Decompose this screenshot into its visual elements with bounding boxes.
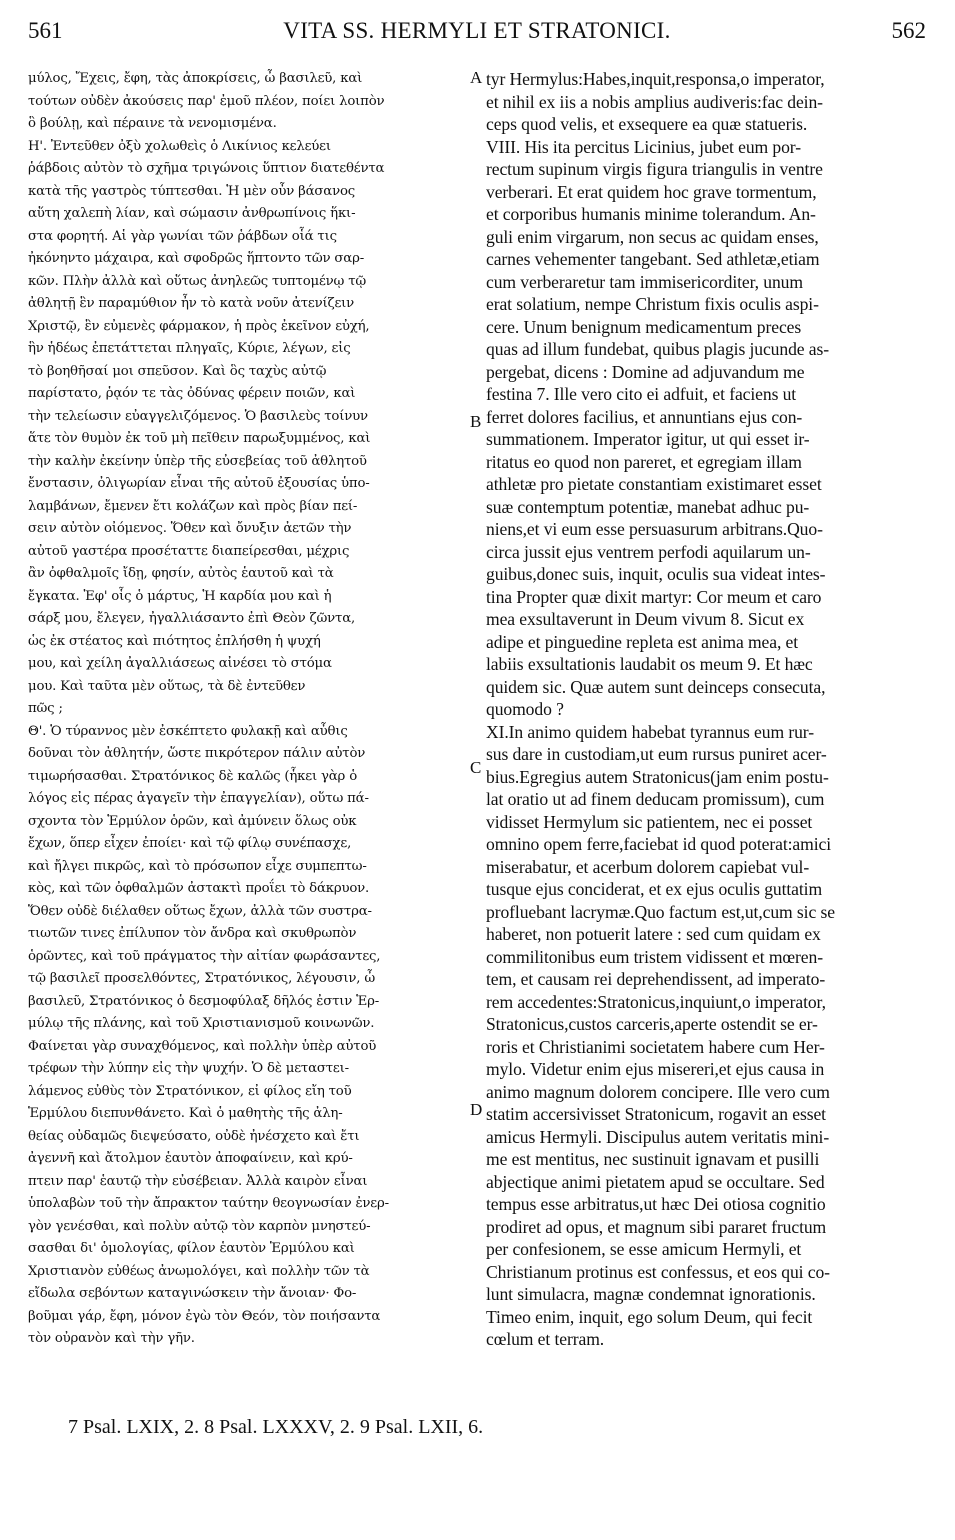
greek-text-line: ἣν ἡδέως ἐπετάττεται πληγαῖς, Κύριε, λέγων, εἰς xyxy=(28,341,351,356)
greek-text-line: ἀθλητῇ ἓν παραμύθιον ἦν τὸ κατὰ νοῦν ἀτενίζειν xyxy=(28,296,355,311)
greek-text-line: θείας οὐδαμῶς διεψεύσατο, οὐδὲ ἠνέσχετο καὶ ἔτι xyxy=(28,1128,360,1144)
latin-text-line: rem accedentes:Stratonicus,inquiunt,o imperator, xyxy=(486,991,826,1012)
page-number-right: 562 xyxy=(891,18,926,43)
latin-text-line: Timeo enim, inquit, ego solum Deum, qui fecit xyxy=(486,1306,813,1327)
latin-text-line: per confesionem, se esse amicum Hermyli, et xyxy=(486,1239,802,1259)
latin-text-line: carnes vehementer tangebant. Sed athletæ,etiam xyxy=(486,249,820,269)
latin-text-line: bius.Egregius autem Stratonicus(jam enim postu- xyxy=(486,766,829,787)
greek-text-line: αὕτη χαλεπὴ λίαν, καὶ σώμασιν ἀνθρωπίνοις ἥκι- xyxy=(28,206,356,221)
latin-text-line: suæ contemptum potentiæ, manebat adhuc pu- xyxy=(486,496,810,517)
greek-text-line: τιμωρήσασθαι. Στρατόνικος δὲ καλῶς (ἧκει γὰρ ὁ xyxy=(28,768,357,784)
latin-text-line: animo magnum dolorem concipere. Ille vero cum xyxy=(486,1081,830,1102)
latin-text-line: cere. Unum benignum medicamentum preces xyxy=(486,316,802,337)
latin-text-line: et corporibus humanis minime tolerandum. An- xyxy=(486,204,816,224)
greek-text-line: μύλος, Ἔχεις, ἔφη, τὰς ἀποκρίσεις, ὦ βασιλεῦ, καὶ xyxy=(28,71,363,86)
latin-text-line: guli enim virgarum, non secus ac quidam enses, xyxy=(486,226,819,247)
page-number-left: 561 xyxy=(28,18,63,43)
margin-letter-b: B xyxy=(470,412,482,431)
greek-text-line: ἀγεννῆ καὶ ἄτολμον ἑαυτὸν ἀποφαίνειν, καὶ κρύ- xyxy=(28,1151,353,1166)
latin-text-line: cum verberaretur tam immisericorditer, unum xyxy=(486,271,803,292)
greek-text-line: σειν αὐτὸν οἰόμενος. Ὅθεν καὶ ὄνυξιν ἀετῶν τὴν xyxy=(28,521,352,536)
latin-text-line: verberari. Et erat quidem hoc grave tormentum, xyxy=(486,181,817,202)
latin-text-line: sus dare in custodiam,ut eum rursus puniret acer- xyxy=(486,744,827,764)
latin-text-line: quidem sic. Quæ autem sunt deinceps consecuta, xyxy=(486,676,826,697)
greek-text-line: κῶν. Πλὴν ἀλλὰ καὶ οὕτως ἀνηλεῶς τυπτομένῳ τῷ xyxy=(28,273,367,289)
greek-text-line: τὴν καλὴν ἐκείνην ὑπὲρ τῆς εὐσεβείας τοῦ ἀθλητοῦ xyxy=(28,453,367,469)
greek-text-line: ἔχων, ὅπερ εἶχεν ἐποίει· καὶ τῷ φίλῳ συνέπασχε, xyxy=(28,836,352,851)
greek-text-line: τὸν οὐρανὸν καὶ τὴν γῆν. xyxy=(28,1331,195,1346)
latin-text-line: abjectique animi pietatem apud se occultare. Sed xyxy=(486,1171,825,1192)
greek-text-line: σχοντα τὸν Ἑρμύλον ὁρῶν, καὶ ἀμύνειν ὅλως οὐκ xyxy=(28,813,357,829)
latin-text-line: prodiret ad opus, et magnum sibi pararet fructum xyxy=(486,1216,827,1237)
latin-text-line: lat oratio ut ad finem deducam promissum), cum xyxy=(486,789,825,809)
latin-text-line: vidisset Hermylum sic patientem, nec ei posset xyxy=(486,811,813,832)
greek-text-line: ὃ βούλῃ, καὶ πέραινε τὰ νενομισμένα. xyxy=(28,116,277,131)
footnotes: 7 Psal. LXIX, 2. 8 Psal. LXXXV, 2. 9 Psal. LXII, 6. xyxy=(68,1416,484,1438)
latin-text-line: XI.In animo quidem habebat tyrannus eum rur- xyxy=(486,721,814,742)
greek-text-line: τὸ βοηθῆσαί μοι σπεῦσον. Καὶ ὃς ταχὺς αὐτῷ xyxy=(28,363,327,379)
greek-text-line: κατὰ τῆς γαστρὸς τύπτεσθαι. Ἡ μὲν οὖν βάσανος xyxy=(28,183,356,199)
latin-text-line: ceps quod velis, et exsequere ea quæ statueris. xyxy=(486,114,808,134)
greek-text-line: Η'. Ἐντεῦθεν ὀξὺ χολωθεὶς ὁ Λικίνιος κελεύει xyxy=(28,138,331,154)
latin-text-line: erat solatium, nempe Christum fixis oculis aspi- xyxy=(486,294,819,314)
latin-text-line: quomodo ? xyxy=(486,699,564,719)
greek-text-line: ἅτε τὸν θυμὸν ἐκ τοῦ μὴ πεῖθειν παρωξυμμένος, καὶ xyxy=(28,431,371,446)
latin-text-line: tempus esse arbitratus,ut hæc Dei otiosa cognitio xyxy=(486,1194,826,1214)
greek-text-line: στα φορητή. Αἱ γὰρ γωνίαι τῶν ῥάβδων οἷά τις xyxy=(28,228,337,244)
latin-text-line: Christianum protinus est confessus, et eos qui co- xyxy=(486,1261,830,1282)
latin-text-line: commilitonibus eum tristem vidissent et mœren- xyxy=(486,946,823,967)
greek-text-line: τούτων οὐδὲν ἀκούσεις παρ' ἐμοῦ πλέον, ποίει λοιπὸν xyxy=(28,93,385,109)
greek-column xyxy=(28,68,468,1351)
latin-text-line: ritatus eo quod non pareret, et egregiam illam xyxy=(486,451,802,472)
latin-text-line: tem, et causam rei deprehendissent, ad imperato- xyxy=(486,969,826,989)
margin-letter-c: C xyxy=(470,758,482,777)
latin-text-line: cœlum et terram. xyxy=(486,1329,605,1349)
greek-text-line: σασθαι δι' ὁμολογίας, φίλον ἑαυτὸν Ἑρμύλου καὶ xyxy=(28,1241,355,1256)
latin-text-line: omnino opem ferre,faciebat id quod poterat:amici xyxy=(486,834,831,854)
greek-text-line: ὡς ἐκ στέατος καὶ πιότητος ἐπλήσθη ἡ ψυχή xyxy=(28,633,321,649)
latin-text-line: pergebat, dicens : Domine ad adjuvandum me xyxy=(486,361,805,382)
greek-text-line: τιωτῶν τινες ἐπίλυπον τὸν ἄνδρα καὶ σκυθρωπὸν xyxy=(28,926,357,941)
latin-text-line: summationem. Imperator igitur, ut qui esset ir- xyxy=(486,429,810,449)
latin-text-line: quas ad illum fundebat, quibus plagis jucunde as- xyxy=(486,339,829,359)
greek-text-line: μου, καὶ χείλη ἀγαλλιάσεως αἰνέσει τὸ στόμα xyxy=(28,656,332,671)
greek-text-line: Θ'. Ὁ τύραννος μὲν ἐσκέπτετο φυλακῇ καὶ αὖθις xyxy=(28,723,348,739)
greek-text-line: ἔγκατα. Ἐφ' οἷς ὁ μάρτυς, Ἡ καρδία μου καὶ ἡ xyxy=(28,588,332,604)
margin-letter-d: D xyxy=(470,1100,483,1119)
latin-text-line: athletæ pro pietate constantiam existimaret esset xyxy=(486,474,822,494)
greek-text-line: τῷ βασιλεῖ προσελθόντες, Στρατόνικος, λέγουσιν, ὦ xyxy=(28,971,375,986)
latin-text-line: guibus,donec suis, inquit, oculis sua videat intes- xyxy=(486,564,826,584)
greek-text-line: εἴδωλα σεβόντων καταγινώσκειν τὴν ἄνοιαν· Φο- xyxy=(28,1286,357,1301)
greek-text-line: λόγος εἰς πέρας ἀγαγεῖν τὴν ἐπαγγελίαν), οὕτω πά- xyxy=(28,791,369,806)
latin-text-line: circa jussit ejus ventrem perfodi aquilarum un- xyxy=(486,541,811,562)
latin-text-line: mea exsultaverunt in Deum vivum 8. Sicut ex xyxy=(486,609,805,629)
greek-text-line: μου. Καὶ ταῦτα μὲν οὕτως, τὰ δὲ ἐντεῦθεν xyxy=(28,678,306,694)
latin-text-line: mylo. Videtur enim ejus misereri,et ejus causa in xyxy=(486,1059,825,1079)
greek-text-line: παρίστατο, ῥᾳόν τε τὰς ὀδύνας φέρειν ποιῶν, καὶ xyxy=(28,386,356,401)
greek-text-line: Ἑρμύλου διεπυνθάνετο. Καὶ ὁ μαθητὴς τῆς ἀλη- xyxy=(28,1106,343,1121)
latin-text-line: tusque ejus conciderat, et ex ejus oculis guttatim xyxy=(486,879,823,899)
latin-text-line: statim accersivisset Stratonicum, rogavit an esset xyxy=(486,1104,826,1124)
greek-text-line: Χριστιανὸν εὐθέως ἀνωμολόγει, καὶ πολλὴν τῶν τὰ xyxy=(28,1263,370,1279)
latin-text-line: niens,et vi eum esse persuasurum arbitrans.Quo- xyxy=(486,519,823,539)
greek-text-line: τρέφων τὴν λύπην εἰς τὴν ψυχήν. Ὁ δὲ μεταστει- xyxy=(28,1061,349,1076)
greek-text-line: πῶς ; xyxy=(28,701,63,716)
latin-text-line: festina 7. Ille vero cito ei adfuit, et faciens ut xyxy=(486,384,797,404)
running-header xyxy=(28,18,926,58)
latin-text-line: rectum supinum virgis figura triangulis in ventre xyxy=(486,159,823,179)
greek-text-line: βασιλεῦ, Στρατόνικος ὁ δεσμοφύλαξ δῆλός ἐστιν Ἑρ- xyxy=(28,993,380,1009)
latin-text-line: ferret dolores facilius, et annuntians ejus con- xyxy=(486,406,803,427)
latin-text-line: labiis exsultationis laudabit os meum 9. Et hæc xyxy=(486,654,813,674)
greek-text-line: βοῦμαι γάρ, ἔφη, μόνον ἐγὼ τὸν Θεόν, τὸν ποιήσαντα xyxy=(28,1308,381,1324)
latin-text-line: lunt simulacra, magnæ condemnat ignorationis. xyxy=(486,1284,816,1304)
latin-text-line: adipe et pinguedine repleta est anima mea, et xyxy=(486,631,799,652)
latin-text-line: Stratonicus,custos carceris,aperte ostendit se er- xyxy=(486,1014,818,1034)
greek-text-line: ὑπολαβὼν τοῦ τὴν ἄπρακτον ταύτην θεογνωσίαν ἐνερ- xyxy=(28,1196,389,1211)
greek-text-line: ἠκόνηντο μάχαιρα, καὶ σφοδρῶς ἥπτοντο τῶν σαρ- xyxy=(28,251,364,266)
greek-text-line: Ὅθεν οὐδὲ διέλαθεν οὕτως ἔχων, ἀλλὰ τῶν συστρα- xyxy=(28,903,372,919)
latin-text-line: tyr Hermylus:Habes,inquit,responsa,o imperator, xyxy=(486,69,825,89)
greek-text-line: ὁρῶντες, καὶ τοῦ πράγματος τὴν αἰτίαν φωράσαντες, xyxy=(28,948,381,964)
margin-letter-a: A xyxy=(470,68,483,87)
greek-text-line: Φαίνεται γὰρ συναχθόμενος, καὶ πολλὴν ὑπὲρ αὐτοῦ xyxy=(28,1038,377,1054)
latin-text-line: roris et Christianimi societatem habere cum Her- xyxy=(486,1036,825,1057)
greek-text-line: αὐτοῦ γαστέρα προσέταττε διαπείρεσθαι, μέχρις xyxy=(28,543,350,559)
latin-column xyxy=(486,68,926,1351)
greek-text-line: ῥάβδοις αὐτὸν τὸ σχῆμα τριγώνοις ὕπτιον διατεθέντα xyxy=(28,161,385,176)
greek-text-line: δοῦναι τὸν ἀθλητήν, ὥστε πικρότερον πάλιν αὐτὸν xyxy=(28,746,366,761)
greek-text-line: λάμενος εὐθὺς τὸν Στρατόνικον, εἰ φίλος εἴη τοῦ xyxy=(28,1083,352,1099)
latin-text-line: amicus Hermyli. Discipulus autem veritatis mini- xyxy=(486,1126,830,1147)
latin-text-line: tina Propter quæ dixit martyr: Cor meum et caro xyxy=(486,586,822,607)
greek-text-line: λαμβάνων, ἔμενεν ἔτι κολάζων καὶ πρὸς βίαν πεί- xyxy=(28,498,358,514)
latin-text-line: miserabatur, et acerbum dolorem capiebat vul- xyxy=(486,856,810,877)
greek-text-line: ἂν ὀφθαλμοῖς ἴδῃ, φησίν, αὐτὸς ἑαυτοῦ καὶ τὰ xyxy=(28,566,334,581)
greek-text-line: κὸς, καὶ τῶν ὀφθαλμῶν ἀστακτὶ προΐει τὸ δάκρυον. xyxy=(28,881,370,896)
greek-text-line: ἔνστασιν, ὀλιγωρίαν εἶναι τῆς αὐτοῦ ἐξουσίας ὑπο- xyxy=(28,476,370,491)
latin-text-line: profluebant lacrymæ.Quo factum est,ut,cum sic se xyxy=(486,901,835,922)
greek-text-line: γὸν γενέσθαι, καὶ πολὺν αὐτῷ τὸν καρπὸν μνηστεύ- xyxy=(28,1218,371,1234)
latin-text-line: me est mentitus, nec sustinuit ignavam et pusilli xyxy=(486,1149,820,1169)
latin-text-line: haberet, non potuerit latere : sed cum quidam ex xyxy=(486,924,821,944)
greek-text-line: καὶ ἤλγει πικρῶς, καὶ τὸ πρόσωπον εἶχε συμπεπτω- xyxy=(28,858,367,874)
greek-text-line: τὴν τελείωσιν εὐαγγελιζόμενος. Ὁ βασιλεὺς τοίνυν xyxy=(28,408,368,424)
greek-text-line: μύλῳ τῆς πλάνης, καὶ τοῦ Χριστιανισμοῦ κοινωνῶν. xyxy=(28,1016,375,1031)
running-title: VITA SS. HERMYLI ET STRATONICI. xyxy=(283,18,671,43)
greek-text-line: σάρξ μου, ἔλεγεν, ἠγαλλιάσαντο ἐπὶ Θεὸν ζῶντα, xyxy=(28,611,356,626)
greek-text-line: πτειν παρ' ἑαυτῷ τὴν εὐσέβειαν. Ἀλλὰ καιρὸν εἶναι xyxy=(28,1173,368,1189)
latin-text-line: VIII. His ita percitus Licinius, jubet eum por- xyxy=(486,136,801,157)
greek-text-line: Χριστῷ, ἓν εὐμενὲς φάρμακον, ἡ πρὸς ἐκεῖνον εὐχή, xyxy=(28,318,370,334)
latin-text-line: et nihil ex iis a nobis amplius audiveris:fac dein- xyxy=(486,91,823,112)
